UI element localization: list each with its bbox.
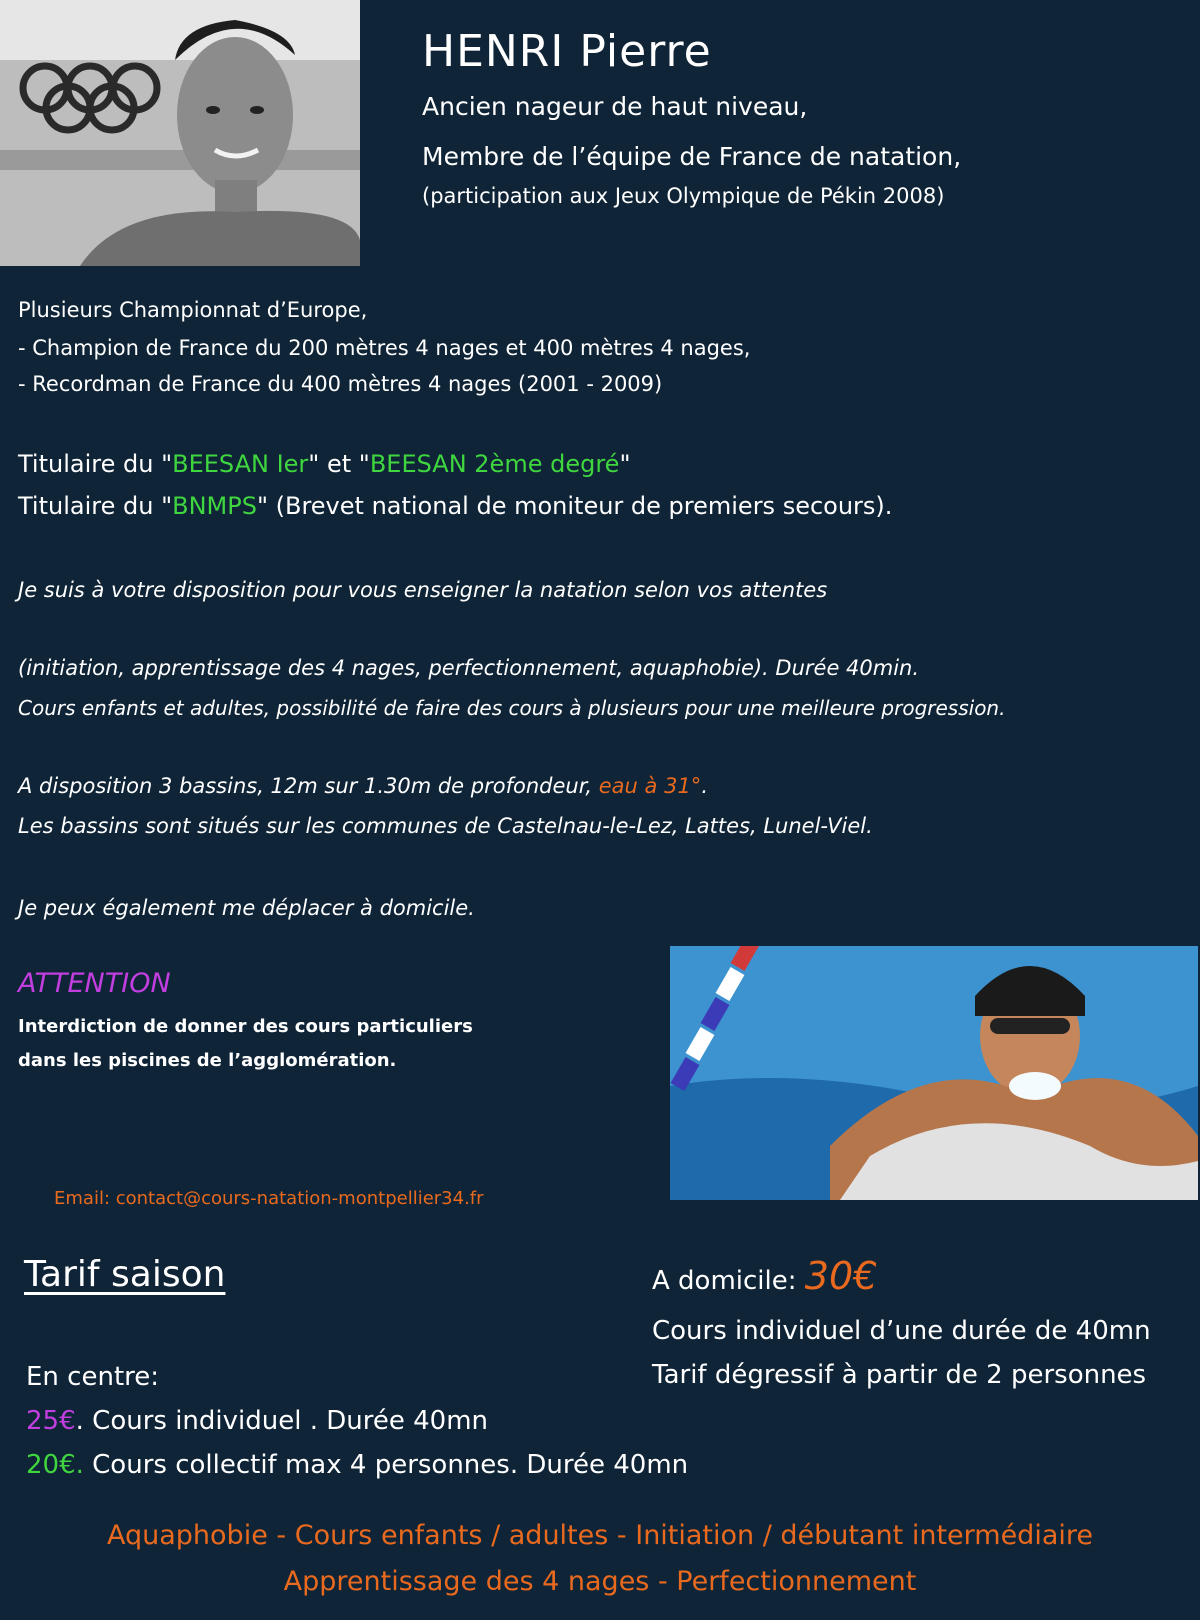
domicile-label: A domicile: xyxy=(652,1266,805,1296)
diploma-prefix-2: Titulaire du " xyxy=(18,492,173,520)
palmares-line-2: - Champion de France du 200 mètres 4 nages et 400 mètres 4 nages, xyxy=(18,336,751,360)
diploma-line-2 xyxy=(18,492,892,520)
header-line-2: Membre de l’équipe de France de natation, xyxy=(422,142,962,171)
domicile-desc-2: Tarif dégressif à partir de 2 personnes xyxy=(652,1360,1147,1390)
price-collective-line xyxy=(26,1450,688,1480)
diploma-mid: " et " xyxy=(308,450,370,478)
attention-line-2: dans les piscines de l’agglomération. xyxy=(18,1050,397,1071)
header-line-1: Ancien nageur de haut niveau, xyxy=(422,92,808,121)
price-individual: 25€ xyxy=(26,1406,76,1436)
price-collective: 20€. xyxy=(26,1450,84,1480)
centre-label: En centre: xyxy=(26,1362,160,1392)
pool-info: A disposition 3 bassins, 12m sur 1.30m de profondeur, xyxy=(18,774,599,798)
domicile-price: 30€ xyxy=(804,1254,878,1298)
swimmer-photo xyxy=(670,946,1198,1200)
header-line-3: (participation aux Jeux Olympique de Pékin 2008) xyxy=(422,184,945,208)
domicile-line xyxy=(652,1254,877,1298)
attention-title: ATTENTION xyxy=(18,968,171,999)
tarif-title: Tarif saison xyxy=(24,1254,226,1295)
intro-line-1: Je suis à votre disposition pour vous enseigner la natation selon vos attentes xyxy=(18,578,828,602)
intro-line-2: (initiation, apprentissage des 4 nages, perfectionnement, aquaphobie). Durée 40min. xyxy=(18,656,920,680)
domicile-desc-1: Cours individuel d’une durée de 40mn xyxy=(652,1316,1151,1346)
intro-line-4 xyxy=(18,774,708,798)
diploma-end: " xyxy=(619,450,631,478)
price-individual-desc: . Cours individuel . Durée 40mn xyxy=(75,1406,489,1436)
footer-line-1: Aquaphobie - Cours enfants / adultes - Initiation / débutant intermédiaire xyxy=(107,1520,1093,1551)
portrait-photo xyxy=(0,0,360,266)
bnmps-label: BNMPS xyxy=(172,492,257,520)
beesan-2-label: BEESAN 2ème degré xyxy=(369,450,620,478)
pool-info-end: . xyxy=(701,774,708,798)
coach-name: HENRI Pierre xyxy=(422,26,712,77)
water-temperature: eau à 31° xyxy=(598,774,702,798)
swimmer-image-icon xyxy=(670,946,1198,1200)
contact-email[interactable]: Email: contact@cours-natation-montpellier34.fr xyxy=(54,1188,484,1209)
intro-line-5: Les bassins sont situés sur les communes de Castelnau-le-Lez, Lattes, Lunel-Viel. xyxy=(18,814,873,838)
price-individual-line xyxy=(26,1406,488,1436)
palmares-line-3: - Recordman de France du 400 mètres 4 nages (2001 - 2009) xyxy=(18,372,663,396)
attention-line-1: Interdiction de donner des cours particuliers xyxy=(18,1016,473,1037)
footer-line-2: Apprentissage des 4 nages - Perfectionnement xyxy=(283,1566,917,1597)
diploma-prefix: Titulaire du " xyxy=(18,450,173,478)
diploma-end-2: " (Brevet national de moniteur de premiers secours). xyxy=(256,492,893,520)
olympic-rings-icon xyxy=(0,0,360,266)
intro-line-6: Je peux également me déplacer à domicile. xyxy=(18,896,475,920)
price-collective-desc: Cours collectif max 4 personnes. Durée 40mn xyxy=(83,1450,689,1480)
palmares-line-1: Plusieurs Championnat d’Europe, xyxy=(18,298,368,322)
beesan-1-label: BEESAN Ier xyxy=(172,450,309,478)
diploma-line-1 xyxy=(18,450,630,478)
intro-line-3: Cours enfants et adultes, possibilité de faire des cours à plusieurs pour une meilleure progression. xyxy=(18,696,1006,720)
